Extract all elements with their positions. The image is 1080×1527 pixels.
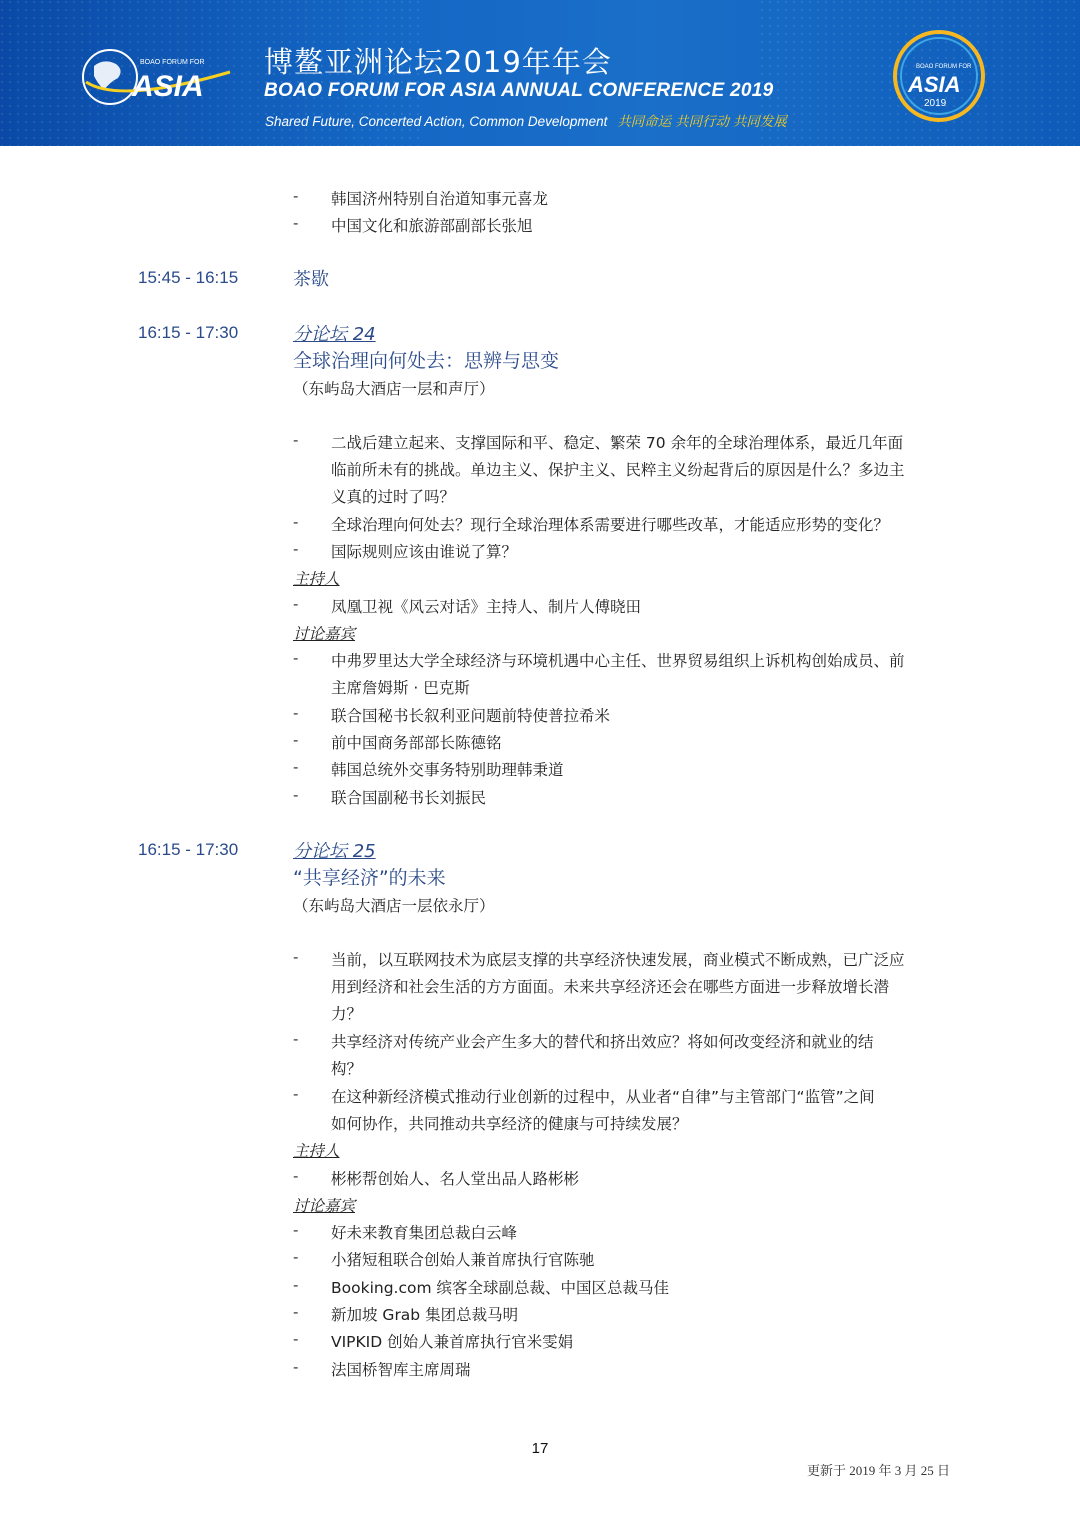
session24-link[interactable]: 分论坛 24 <box>293 324 376 345</box>
question-line: 全球治理向何处去？现行全球治理体系需要进行哪些改革，才能适应形势的变化？ <box>331 516 890 534</box>
question-line: 国际规则应该由谁说了算？ <box>331 543 518 561</box>
panelist: 好未来教育集团总裁白云峰 <box>331 1224 518 1242</box>
panelist: 新加坡 Grab 集团总裁马明 <box>331 1306 519 1324</box>
bfa-logo-left <box>80 44 240 110</box>
conference-title-en: BOAO FORUM FOR ASIA ANNUAL CONFERENCE 2019 <box>264 80 774 101</box>
page-number: 17 <box>531 1440 549 1457</box>
question-line: 二战后建立起来、支撑国际和平、稳定、繁荣 70 余年的全球治理体系，最近几年面 <box>331 434 904 452</box>
panelist: 联合国副秘书长刘振民 <box>331 789 487 807</box>
host-label: 主持人 <box>293 1142 340 1160</box>
logo-left-big-text: ASIA <box>132 70 204 103</box>
question-line: 构？ <box>331 1060 363 1078</box>
session25-link[interactable]: 分论坛 25 <box>293 841 376 862</box>
session25-title: “共享经济”的未来 <box>293 867 446 889</box>
question-line: 义真的过时了吗？ <box>331 488 456 506</box>
panelist: 主席詹姆斯 · 巴克斯 <box>331 679 470 697</box>
updated-date: 更新于 2019 年 3 月 25 日 <box>806 1463 950 1478</box>
logo-right-small-text: BOAO FORUM FOR <box>916 64 972 70</box>
panelist: 联合国秘书长叙利亚问题前特使普拉希米 <box>331 707 611 725</box>
bullet-dash: - <box>293 540 299 558</box>
bullet-dash: - <box>293 595 299 613</box>
logo-right-big-text: ASIA <box>908 72 961 97</box>
host-name: 凤凰卫视《风云对话》主持人、制片人傅晓田 <box>331 598 642 616</box>
bullet-dash: - <box>293 786 299 804</box>
slogan-cn: 共同命运 共同行动 共同发展 <box>617 114 787 129</box>
bullet-dash: - <box>293 1221 299 1239</box>
panel-label: 讨论嘉宾 <box>293 625 356 643</box>
panelist: Booking.com 缤客全球副总裁、中国区总裁马佳 <box>331 1279 670 1297</box>
bullet-dash: - <box>293 1330 299 1348</box>
question-line: 当前，以互联网技术为底层支撑的共享经济快速发展，商业模式不断成熟，已广泛应 <box>331 951 905 969</box>
bullet-dash: - <box>293 1248 299 1266</box>
bullet-dash: - <box>293 1030 299 1048</box>
session24-time: 16:15 - 17:30 <box>138 323 239 342</box>
bullet-dash: - <box>293 431 299 449</box>
question-line: 临前所未有的挑战。单边主义、保护主义、民粹主义纷起背后的原因是什么？多边主 <box>331 461 905 479</box>
question-line: 在这种新经济模式推动行业创新的过程中，从业者“自律”与主管部门“监管”之间 <box>331 1088 875 1106</box>
question-line: 共享经济对传统产业会产生多大的替代和挤出效应？将如何改变经济和就业的结 <box>331 1033 874 1051</box>
bullet-dash: - <box>293 187 299 205</box>
bullet-dash: - <box>293 1167 299 1185</box>
bullet-dash: - <box>293 649 299 667</box>
logo-left-small-text: BOAO FORUM FOR <box>140 59 205 66</box>
bullet-dash: - <box>293 1358 299 1376</box>
panel-label: 讨论嘉宾 <box>293 1197 356 1215</box>
logo-right-year: 2019 <box>924 98 947 109</box>
panelist: 小猪短租联合创始人兼首席执行官陈驰 <box>331 1251 595 1269</box>
bullet-dash: - <box>293 513 299 531</box>
panelist: 法国桥智库主席周瑞 <box>331 1361 471 1379</box>
list-item: 中国文化和旅游部副部长张旭 <box>331 217 533 235</box>
session24-title: 全球治理向何处去：思辨与思变 <box>293 350 560 372</box>
bullet-dash: - <box>293 1085 299 1103</box>
question-line: 力？ <box>331 1005 363 1023</box>
bullet-dash: - <box>293 704 299 722</box>
bullet-dash: - <box>293 1303 299 1321</box>
question-line: 如何协作，共同推动共享经济的健康与可持续发展？ <box>331 1115 688 1133</box>
panelist: 韩国总统外交事务特别助理韩秉道 <box>331 761 564 779</box>
session25-time: 16:15 - 17:30 <box>138 840 239 859</box>
bullet-dash: - <box>293 731 299 749</box>
bfa-2019-logo-right <box>884 24 994 124</box>
host-name: 彬彬帮创始人、名人堂出品人路彬彬 <box>331 1170 580 1188</box>
question-line: 用到经济和社会生活的方方面面。未来共享经济还会在哪些方面进一步释放增长潜 <box>331 978 890 996</box>
panelist: VIPKID 创始人兼首席执行官米雯娟 <box>331 1333 574 1351</box>
host-label: 主持人 <box>293 570 340 588</box>
slogan-en: Shared Future, Concerted Action, Common Development <box>265 114 608 129</box>
break-time: 15:45 - 16:15 <box>138 268 239 287</box>
break-label: 茶歇 <box>293 269 329 290</box>
bullet-dash: - <box>293 214 299 232</box>
session24-venue: （东屿岛大酒店一层和声厅） <box>293 380 495 398</box>
bullet-dash: - <box>293 1276 299 1294</box>
panelist: 前中国商务部部长陈德铭 <box>331 734 502 752</box>
conference-title-cn: 博鳌亚洲论坛2019年年会 <box>264 45 612 79</box>
list-item: 韩国济州特别自治道知事元喜龙 <box>331 190 549 208</box>
panelist: 中弗罗里达大学全球经济与环境机遇中心主任、世界贸易组织上诉机构创始成员、前 <box>331 652 905 670</box>
bullet-dash: - <box>293 948 299 966</box>
bullet-dash: - <box>293 758 299 776</box>
slogan <box>265 110 787 130</box>
session25-venue: （东屿岛大酒店一层依永厅） <box>293 897 495 915</box>
header-banner <box>0 0 1080 146</box>
